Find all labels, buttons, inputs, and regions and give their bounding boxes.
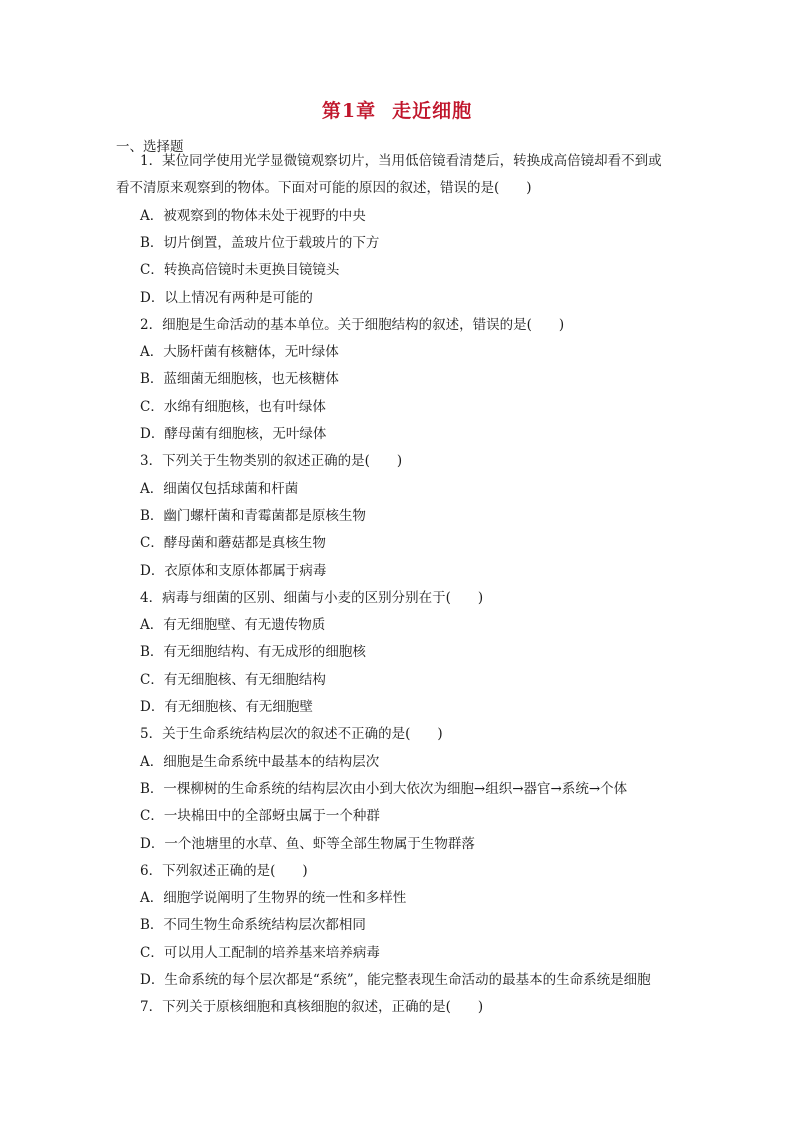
answer-option: A．有无细胞壁、有无遗传物质 [140, 617, 326, 634]
answer-option: B．切片倒置，盖玻片位于载玻片的下方 [140, 234, 380, 251]
answer-option: D．衣原体和支原体都属于病毒 [140, 562, 327, 579]
answer-option: A．细胞是生命系统中最基本的结构层次 [140, 753, 380, 770]
question-stem: 5．关于生命系统结构层次的叙述不正确的是( ) [140, 726, 443, 743]
chapter-title [0, 96, 794, 123]
answer-option: D．有无细胞核、有无细胞壁 [140, 699, 313, 715]
answer-option: D．一个池塘里的水草、鱼、虾等全部生物属于生物群落 [140, 835, 475, 852]
chapter-name: 走近细胞 [392, 100, 473, 122]
answer-option: B．不同生物生命系统结构层次都相同 [140, 917, 366, 934]
answer-option: D．酵母菌有细胞核，无叶绿体 [140, 426, 327, 442]
answer-option: B．一棵柳树的生命系统的结构层次由小到大依次为细胞→组织→器官→系统→个体 [140, 780, 628, 797]
answer-option: B．幽门螺杆菌和青霉菌都是原核生物 [140, 507, 366, 524]
answer-option: D．生命系统的每个层次都是“系统”，能完整表现生命活动的最基本的生命系统是细胞 [140, 972, 651, 988]
answer-option: C．酵母菌和蘑菇都是真核生物 [140, 535, 326, 552]
question-stem: 3．下列关于生物类别的叙述正确的是( ) [140, 453, 403, 470]
answer-option: B．蓝细菌无细胞核，也无核糖体 [140, 371, 339, 388]
chapter-number: 第1章 [321, 100, 377, 122]
answer-option: C．可以用人工配制的培养基来培养病毒 [140, 944, 380, 961]
answer-option: B．有无细胞结构、有无成形的细胞核 [140, 644, 366, 661]
section-heading: 一、选择题 [116, 139, 184, 155]
question-stem: 2．细胞是生命活动的基本单位。关于细胞结构的叙述，错误的是( ) [140, 316, 565, 333]
answer-option: C．水绵有细胞核，也有叶绿体 [140, 398, 326, 415]
question-stem: 7．下列关于原核细胞和真核细胞的叙述，正确的是( ) [140, 999, 484, 1016]
question-stem: 6．下列叙述正确的是( ) [140, 862, 308, 879]
answer-option: C．转换高倍镜时未更换目镜镜头 [140, 262, 340, 279]
answer-option: D．以上情况有两种是可能的 [140, 289, 313, 306]
question-stem: 4．病毒与细菌的区别、细菌与小麦的区别分别在于( ) [140, 589, 484, 606]
answer-option: A．被观察到的物体未处于视野的中央 [140, 207, 366, 224]
answer-option: A．大肠杆菌有核糖体，无叶绿体 [140, 344, 339, 361]
question-stem: 看不清原来观察到的物体。下面对可能的原因的叙述，错误的是( ) [116, 180, 532, 197]
answer-option: A．细菌仅包括球菌和杆菌 [140, 480, 299, 497]
answer-option: A．细胞学说阐明了生物界的统一性和多样性 [140, 890, 407, 907]
question-stem: 1．某位同学使用光学显微镜观察切片，当用低倍镜看清楚后，转换成高倍镜却看不到或 [140, 153, 662, 169]
answer-option: C．一块棉田中的全部蚜虫属于一个种群 [140, 808, 380, 825]
answer-option: C．有无细胞核、有无细胞结构 [140, 671, 326, 688]
